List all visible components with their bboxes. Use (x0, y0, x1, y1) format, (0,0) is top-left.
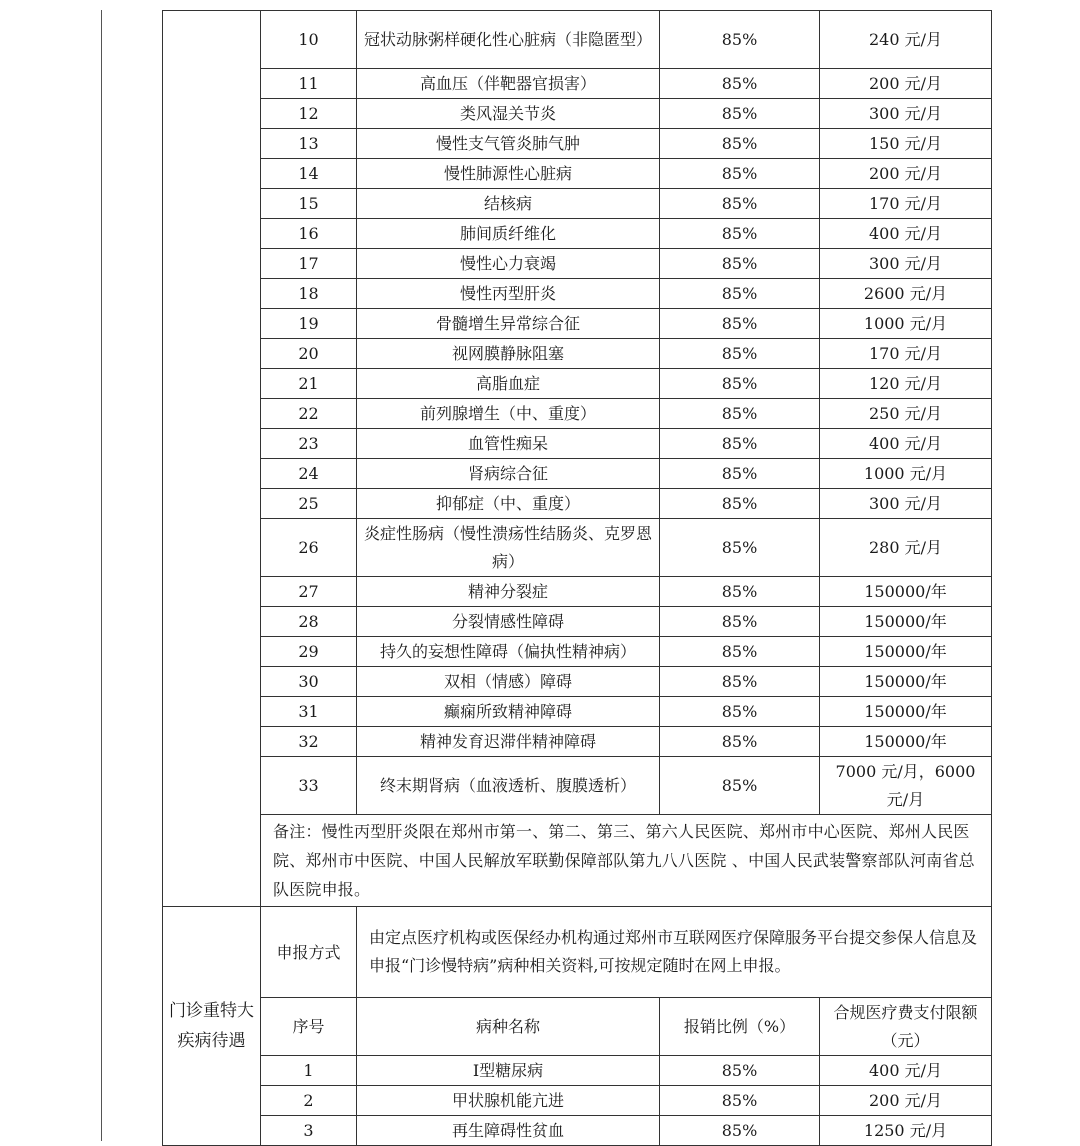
disease-name: 精神发育迟滞伴精神障碍 (357, 727, 660, 757)
reimburse-ratio: 85% (660, 697, 820, 727)
table-row (163, 577, 992, 607)
table-row (163, 309, 992, 339)
row-no: 12 (261, 99, 357, 129)
disease-name: 慢性心力衰竭 (357, 249, 660, 279)
reimburse-ratio: 85% (660, 637, 820, 667)
disease-name: 视网膜静脉阻塞 (357, 339, 660, 369)
row-no: 22 (261, 399, 357, 429)
table-row (163, 459, 992, 489)
row-no: 25 (261, 489, 357, 519)
table-row (163, 727, 992, 757)
table-row (163, 339, 992, 369)
table-row (163, 519, 992, 577)
row-no: 19 (261, 309, 357, 339)
disease-name: 持久的妄想性障碍（偏执性精神病） (357, 637, 660, 667)
payment-limit: 150000/年 (820, 727, 992, 757)
table-row (163, 369, 992, 399)
reimburse-ratio: 85% (660, 519, 820, 577)
row-no: 33 (261, 757, 357, 815)
note-row (163, 815, 992, 907)
note-text: 备注：慢性丙型肝炎限在郑州市第一、第二、第三、第六人民医院、郑州市中心医院、郑州人民医院、郑州市中医院、中国人民解放军联勤保障部队第九八八医院 、中国人民武装警察部队河南省总队医院申报。 (261, 815, 992, 907)
reimburse-ratio: 85% (660, 279, 820, 309)
row-no: 26 (261, 519, 357, 577)
table-row (163, 249, 992, 279)
row-no: 23 (261, 429, 357, 459)
disease-name: 分裂情感性障碍 (357, 607, 660, 637)
reimburse-ratio: 85% (660, 577, 820, 607)
row-no: 21 (261, 369, 357, 399)
payment-limit: 200 元/月 (820, 159, 992, 189)
reimburse-ratio: 85% (660, 607, 820, 637)
section-label: 门诊重特大疾病待遇 (163, 907, 261, 1146)
row-no: 1 (261, 1056, 357, 1086)
row-no: 2 (261, 1086, 357, 1116)
disease-name: 双相（情感）障碍 (357, 667, 660, 697)
row-no: 13 (261, 129, 357, 159)
reimburse-ratio: 85% (660, 11, 820, 69)
payment-limit: 2600 元/月 (820, 279, 992, 309)
row-no: 16 (261, 219, 357, 249)
reimburse-ratio: 85% (660, 1086, 820, 1116)
table-row (163, 399, 992, 429)
disease-name: 肾病综合征 (357, 459, 660, 489)
disease-name: Ⅰ型糖尿病 (357, 1056, 660, 1086)
table-row (163, 757, 992, 815)
reimburse-ratio: 85% (660, 429, 820, 459)
disease-name: 冠状动脉粥样硬化性心脏病（非隐匿型） (357, 11, 660, 69)
disease-name: 炎症性肠病（慢性溃疡性结肠炎、克罗恩病） (357, 519, 660, 577)
apply-row (163, 907, 992, 998)
disease-name: 高血压（伴靶器官损害） (357, 69, 660, 99)
payment-limit: 250 元/月 (820, 399, 992, 429)
reimburse-ratio: 85% (660, 667, 820, 697)
row-no: 15 (261, 189, 357, 219)
table-row (163, 1116, 992, 1146)
reimburse-ratio: 85% (660, 1056, 820, 1086)
header-name: 病种名称 (357, 998, 660, 1056)
reimburse-ratio: 85% (660, 757, 820, 815)
payment-limit: 300 元/月 (820, 249, 992, 279)
row-no: 30 (261, 667, 357, 697)
row-no: 20 (261, 339, 357, 369)
disease-name: 类风湿关节炎 (357, 99, 660, 129)
payment-limit: 280 元/月 (820, 519, 992, 577)
disease-name: 骨髓增生异常综合征 (357, 309, 660, 339)
table-row (163, 159, 992, 189)
payment-limit: 300 元/月 (820, 489, 992, 519)
reimburse-ratio: 85% (660, 99, 820, 129)
payment-limit: 170 元/月 (820, 189, 992, 219)
disease-name: 精神分裂症 (357, 577, 660, 607)
row-no: 10 (261, 11, 357, 69)
header-ratio: 报销比例（%） (660, 998, 820, 1056)
row-no: 3 (261, 1116, 357, 1146)
reimburse-ratio: 85% (660, 159, 820, 189)
reimburse-ratio: 85% (660, 459, 820, 489)
payment-limit: 400 元/月 (820, 1056, 992, 1086)
disease-name: 血管性痴呆 (357, 429, 660, 459)
reimburse-ratio: 85% (660, 489, 820, 519)
row-no: 32 (261, 727, 357, 757)
apply-label: 申报方式 (261, 907, 357, 998)
disease-name: 抑郁症（中、重度） (357, 489, 660, 519)
disease-name: 甲状腺机能亢进 (357, 1086, 660, 1116)
reimburse-ratio: 85% (660, 69, 820, 99)
payment-limit: 150000/年 (820, 577, 992, 607)
table-row (163, 637, 992, 667)
row-no: 11 (261, 69, 357, 99)
payment-limit: 200 元/月 (820, 69, 992, 99)
payment-limit: 150000/年 (820, 637, 992, 667)
payment-limit: 400 元/月 (820, 219, 992, 249)
reimburse-ratio: 85% (660, 249, 820, 279)
payment-limit: 300 元/月 (820, 99, 992, 129)
disease-name: 慢性肺源性心脏病 (357, 159, 660, 189)
row-no: 27 (261, 577, 357, 607)
payment-limit: 120 元/月 (820, 369, 992, 399)
reimburse-ratio: 85% (660, 339, 820, 369)
reimburse-ratio: 85% (660, 1116, 820, 1146)
disease-name: 结核病 (357, 189, 660, 219)
reimburse-ratio: 85% (660, 369, 820, 399)
header-no: 序号 (261, 998, 357, 1056)
row-no: 31 (261, 697, 357, 727)
disease-name: 慢性丙型肝炎 (357, 279, 660, 309)
payment-limit: 240 元/月 (820, 11, 992, 69)
payment-limit: 150000/年 (820, 607, 992, 637)
row-no: 17 (261, 249, 357, 279)
payment-limit: 150 元/月 (820, 129, 992, 159)
table-row (163, 697, 992, 727)
table-row (163, 1086, 992, 1116)
row-no: 28 (261, 607, 357, 637)
disease-name: 慢性支气管炎肺气肿 (357, 129, 660, 159)
reimburse-ratio: 85% (660, 189, 820, 219)
table-row (163, 11, 992, 69)
table-row (163, 189, 992, 219)
table-row (163, 69, 992, 99)
payment-limit: 7000 元/月，6000 元/月 (820, 757, 992, 815)
payment-limit: 400 元/月 (820, 429, 992, 459)
row-no: 29 (261, 637, 357, 667)
payment-limit: 200 元/月 (820, 1086, 992, 1116)
payment-limit: 1250 元/月 (820, 1116, 992, 1146)
chronic-disease-table (162, 10, 992, 1146)
table-row (163, 429, 992, 459)
apply-text: 由定点医疗机构或医保经办机构通过郑州市互联网医疗保障服务平台提交参保人信息及申报“门诊慢特病”病种相关资料,可按规定随时在网上申报。 (357, 907, 992, 998)
table-row (163, 607, 992, 637)
disease-name: 前列腺增生（中、重度） (357, 399, 660, 429)
reimburse-ratio: 85% (660, 219, 820, 249)
table-row (163, 489, 992, 519)
row-no: 24 (261, 459, 357, 489)
table-row (163, 279, 992, 309)
disease-name: 再生障碍性贫血 (357, 1116, 660, 1146)
table-row (163, 1056, 992, 1086)
disease-name: 癫痫所致精神障碍 (357, 697, 660, 727)
disease-name: 终末期肾病（血液透析、腹膜透析） (357, 757, 660, 815)
disease-name: 高脂血症 (357, 369, 660, 399)
disease-name: 肺间质纤维化 (357, 219, 660, 249)
reimburse-ratio: 85% (660, 399, 820, 429)
header-limit: 合规医疗费支付限额（元） (820, 998, 992, 1056)
table-row (163, 99, 992, 129)
table-row (163, 129, 992, 159)
reimburse-ratio: 85% (660, 727, 820, 757)
header-row (163, 998, 992, 1056)
table-row (163, 219, 992, 249)
payment-limit: 1000 元/月 (820, 459, 992, 489)
row-no: 18 (261, 279, 357, 309)
section-cell-blank (163, 11, 261, 907)
reimburse-ratio: 85% (660, 129, 820, 159)
row-no: 14 (261, 159, 357, 189)
payment-limit: 150000/年 (820, 667, 992, 697)
payment-limit: 1000 元/月 (820, 309, 992, 339)
payment-limit: 170 元/月 (820, 339, 992, 369)
page-margin-line (101, 10, 102, 1141)
reimburse-ratio: 85% (660, 309, 820, 339)
payment-limit: 150000/年 (820, 697, 992, 727)
table-row (163, 667, 992, 697)
